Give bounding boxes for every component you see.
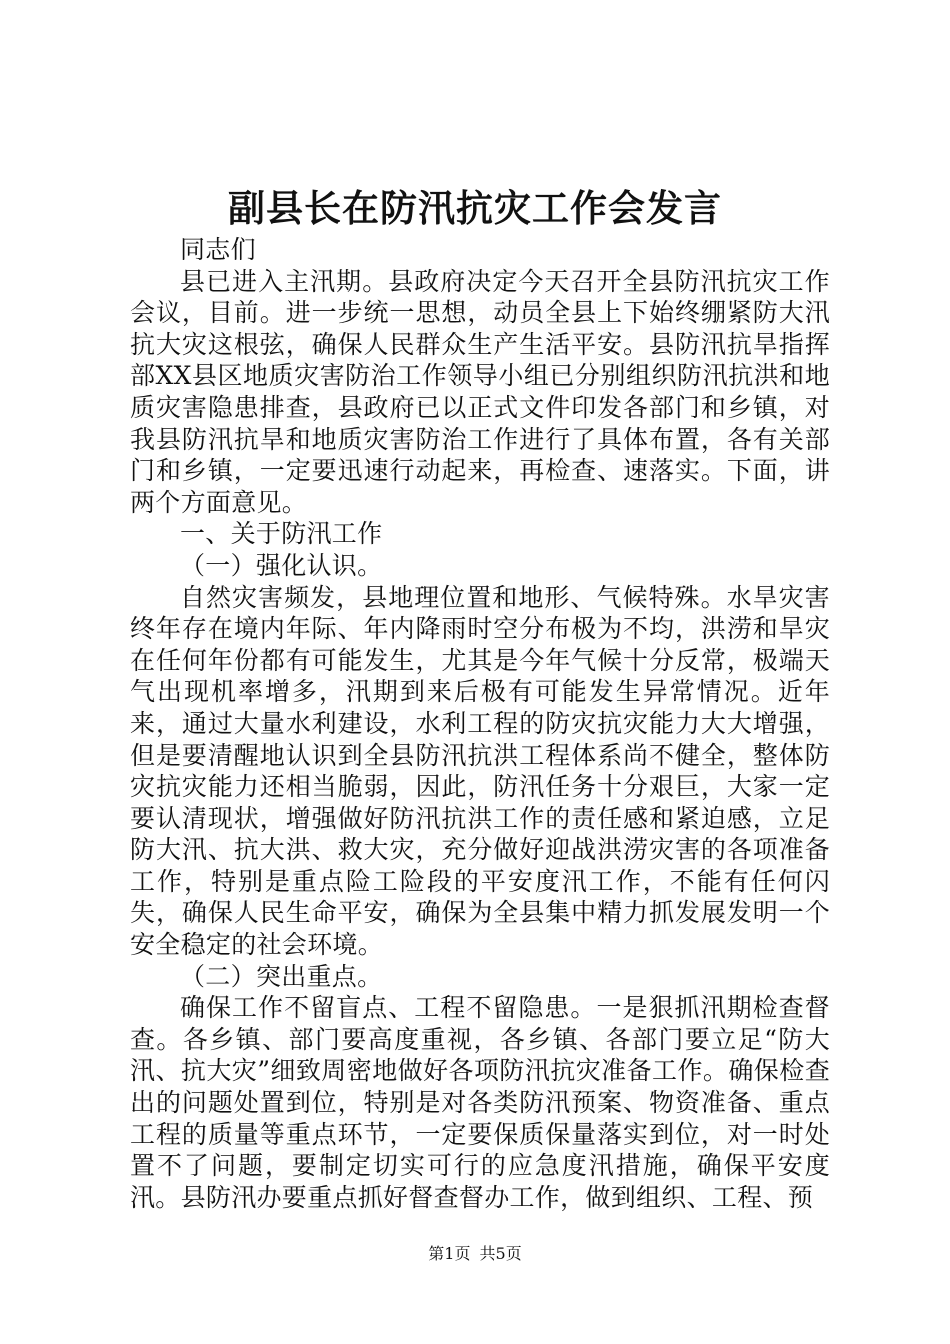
- subsection-heading-awareness: （一）强化认识。: [180, 550, 383, 580]
- document-body: [130, 234, 830, 1213]
- subsection-heading-priorities: （二）突出重点。: [180, 961, 383, 991]
- page-total: 共5页: [479, 1244, 522, 1263]
- paragraph-salutation: 同志们: [180, 235, 256, 264]
- section-heading-flood-control: 一、关于防汛工作: [180, 519, 383, 549]
- paragraph-awareness: 自然灾害频发，县地理位置和地形、气候特殊。水旱灾害终年存在境内年际、年内降雨时空分布极为不均，洪涝和旱灾在任何年份都有可能发生，尤其是今年气候十分反常，极端天气出现机率增多，汛期到来后极有可能发生异常情况。近年来，通过大量水利建设，水利工程的防灾抗灾能力大大增强，但是要清醒地认识到全县防汛抗洪工程体系尚不健全，整体防灾抗灾能力还相当脆弱，因此，防汛任务十分艰巨，大家一定要认清现状，增强做好防汛抗洪工作的责任感和紧迫感，立足防大汛、抗大洪、救大灾，充分做好迎战洪涝灾害的各项准备工作，特别是重点险工险段的平安度汛工作，不能有任何闪失，确保人民生命平安，确保为全县集中精力抓发展发明一个安全稳定的社会环境。: [130, 582, 830, 960]
- page-footer: [0, 1244, 950, 1264]
- paragraph-intro: 县已进入主汛期。县政府决定今天召开全县防汛抗灾工作会议，目前。进一步统一思想，动员全县上下始终绷紧防大汛抗大灾这根弦，确保人民群众生产生活平安。县防汛抗旱指挥部XX县区地质灾害防治工作领导小组已分别组织防汛抗洪和地质灾害隐患排查，县政府已以正式文件印发各部门和乡镇，对我县防汛抗旱和地质灾害防治工作进行了具体布置，各有关部门和乡镇，一定要迅速行动起来，再检查、速落实。下面，讲两个方面意见。: [130, 266, 830, 517]
- paragraph-priorities: 确保工作不留盲点、工程不留隐患。一是狠抓汛期检查督查。各乡镇、部门要高度重视，各乡镇、各部门要立足“防大汛、抗大灾”细致周密地做好各项防汛抗灾准备工作。确保检查出的问题处置到位，特别是对各类防汛预案、物资准备、重点工程的质量等重点环节，一定要保质保量落实到位，对一时处置不了问题，要制定切实可行的应急度汛措施，确保平安度汛。县防汛办要重点抓好督查督办工作，做到组织、工程、预: [130, 993, 830, 1212]
- page-number: 第1页: [428, 1244, 471, 1263]
- document-title: 副县长在防汛抗灾工作会发言: [228, 186, 722, 230]
